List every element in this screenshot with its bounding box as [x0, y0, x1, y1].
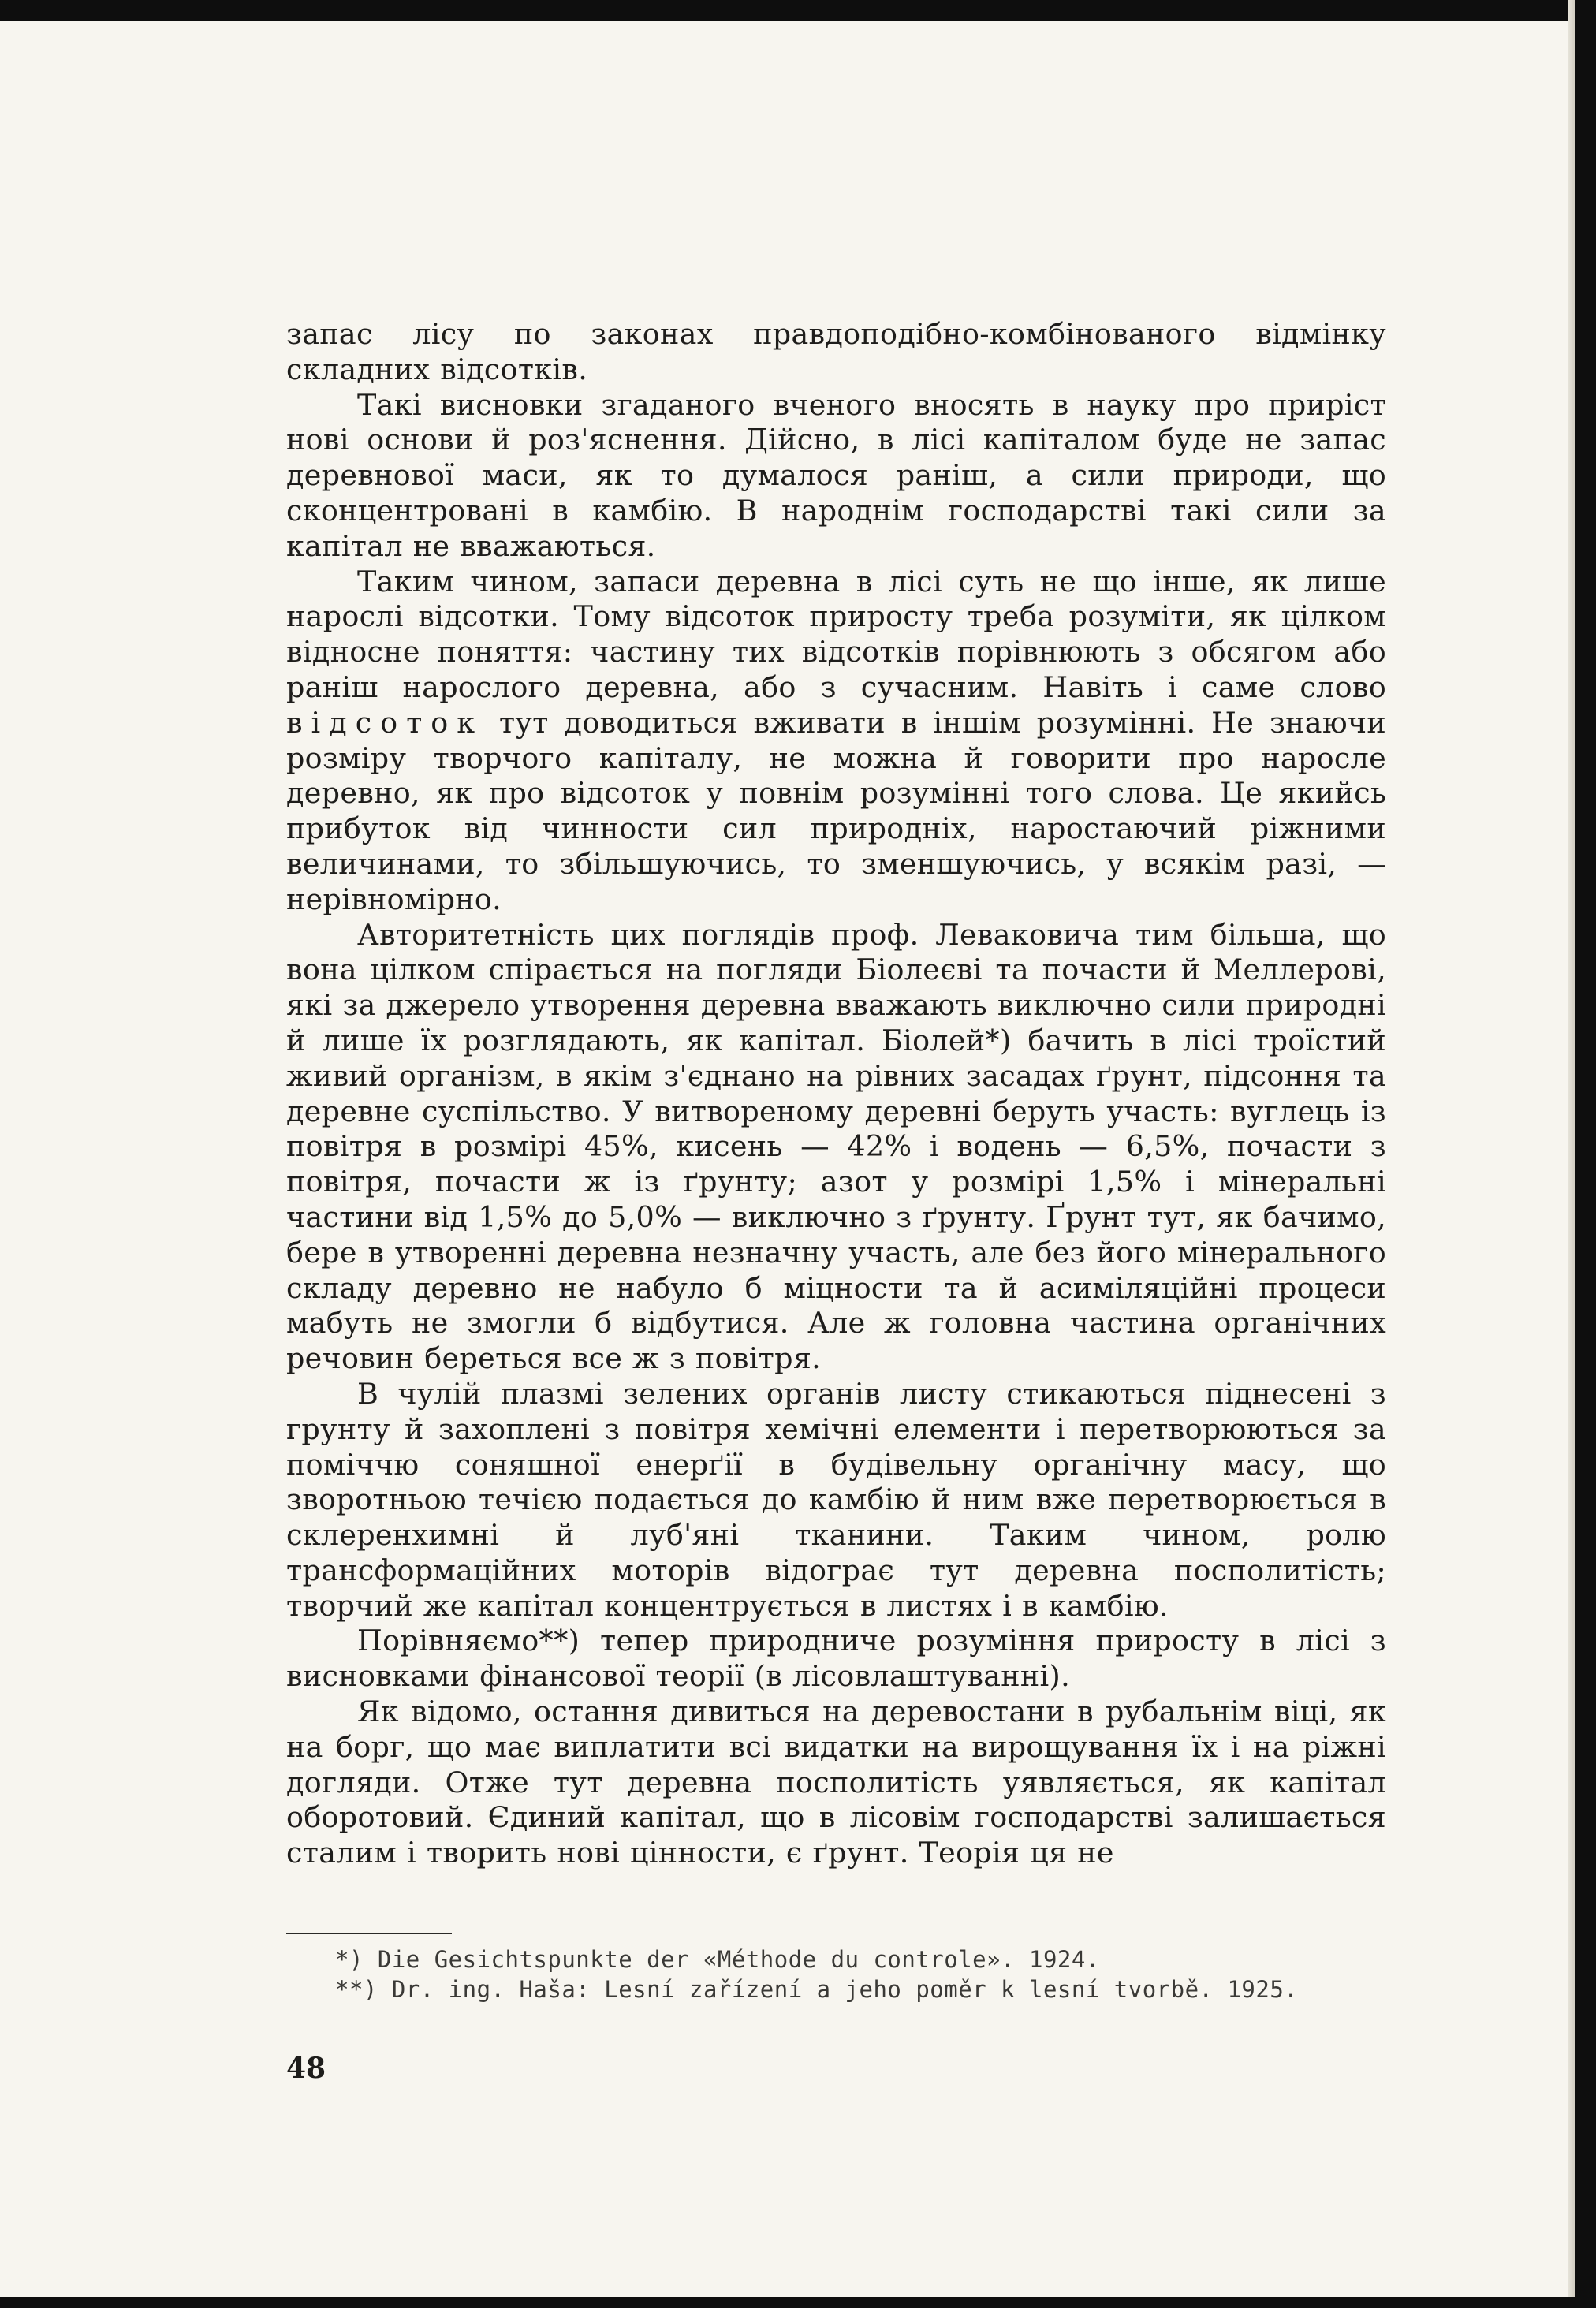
paragraph-7: Як відомо, остання дивиться на деревостани в рубальнім віці, як на борг, що має виплатити всі видатки на вирощування їх і на ріжні догляди. Отже тут деревна посполитість уявляється, як капітал оборотовий. Єдиний капітал, що в лісовім господарстві залишається сталим і творить нові цінности, є ґрунт. Теорія ця не [286, 1695, 1386, 1870]
footnote-divider [286, 1933, 452, 1934]
paragraph-6: Порівняємо**) тепер природниче розуміння приросту в лісі з висновками фінансової теорії (в лісовлаштуванні). [286, 1624, 1386, 1694]
paragraph-3-continued: тут доводиться вживати в іншім розумінні. Не знаючи розміру творчого капіталу, не можна й говорити про наросле деревно, як про відсоток у повнім розумінні того слова. Це якийсь прибуток від чинности сил природніх, наростаючий ріжними величинами, то збільшуючись, то зменшуючись, у всякім разі, — нерівномірно. [286, 705, 1386, 916]
paragraph-3 [286, 565, 1386, 918]
footnote-2: **) Dr. ing. Haša: Lesní zařízení a jeho poměr k lesní tvorbě. 1925. [335, 1976, 1299, 2003]
scan-border-bottom [0, 2297, 1596, 2308]
page-edge-shadow [1568, 0, 1575, 2308]
paragraph-4: Авторитетність цих поглядів проф. Леваковича тим більша, що вона цілком спірається на погляди Біолеєві та почасти й Меллерові, які за джерело утворення деревна вважають виключно сили природні й лише їх розглядають, як капітал. Біолей*) бачить в лісі троїстий живий організм, в якім з'єднано на рівних засадах ґрунт, підсоння та деревне суспільство. У витвореному деревні беруть участь: вуглець із повітря в розмірі 45%, кисень — 42% і водень — 6,5%, почасти з повітря, почасти ж із ґрунту; азот у розмірі 1,5% і мінеральні частини від 1,5% до 5,0% — виключно з ґрунту. Ґрунт тут, як бачимо, бере в утворенні деревна незначну участь, але без його мінерального складу деревно не набуло б міцности та й асиміляційні процеси мабуть не змогли б відбутися. Але ж головна частина органічних речовин береться все ж з повітря. [286, 917, 1386, 1376]
paragraph-1: запас лісу по законах правдоподібно-комбінованого відмінку складних відсотків. [286, 317, 1386, 386]
body-text [286, 317, 1386, 1871]
paragraph-5: В чулій плазмі зелених органів листу стикаються піднесені з грунту й захоплені з повітря хемічні елементи і перетворюються за поміччю соняшної енерґії в будівельну органічну масу, що зворотньою течією подається до камбію й ним вже перетворюється в склеренхимні й луб'яні тканини. Таким чином, ролю трансформаційних моторів відограє тут деревна посполитість; творчий же капітал концентрується в листях і в камбію. [286, 1376, 1386, 1623]
paragraph-2: Такі висновки згаданого вченого вносять в науку про приріст нові основи й роз'яснення. Дійсно, в лісі капіталом буде не запас деревнової маси, як то думалося раніш, а сили природи, що сконцентровані в камбію. В народнім господарстві такі сили за капітал не вважаються. [286, 387, 1386, 563]
spaced-emphasis-word: відсоток [286, 705, 484, 740]
page-number: 48 [286, 2052, 326, 2085]
footnotes [286, 1944, 1386, 2004]
footnote-1: *) Die Gesichtspunkte der «Méthode du controle». 1924. [335, 1946, 1100, 1973]
scan-border-right [1575, 0, 1596, 2308]
scan-border-top [0, 0, 1596, 21]
paragraph-3-text: Таким чином, запаси деревна в лісі суть не що інше, як лише нарослі відсотки. Тому відсоток приросту треба розуміти, як цілком відносне поняття: частину тих відсотків порівнюють з обсягом або раніш наpослого деревна, або з сучасним. Навіть і саме слово [286, 564, 1386, 704]
